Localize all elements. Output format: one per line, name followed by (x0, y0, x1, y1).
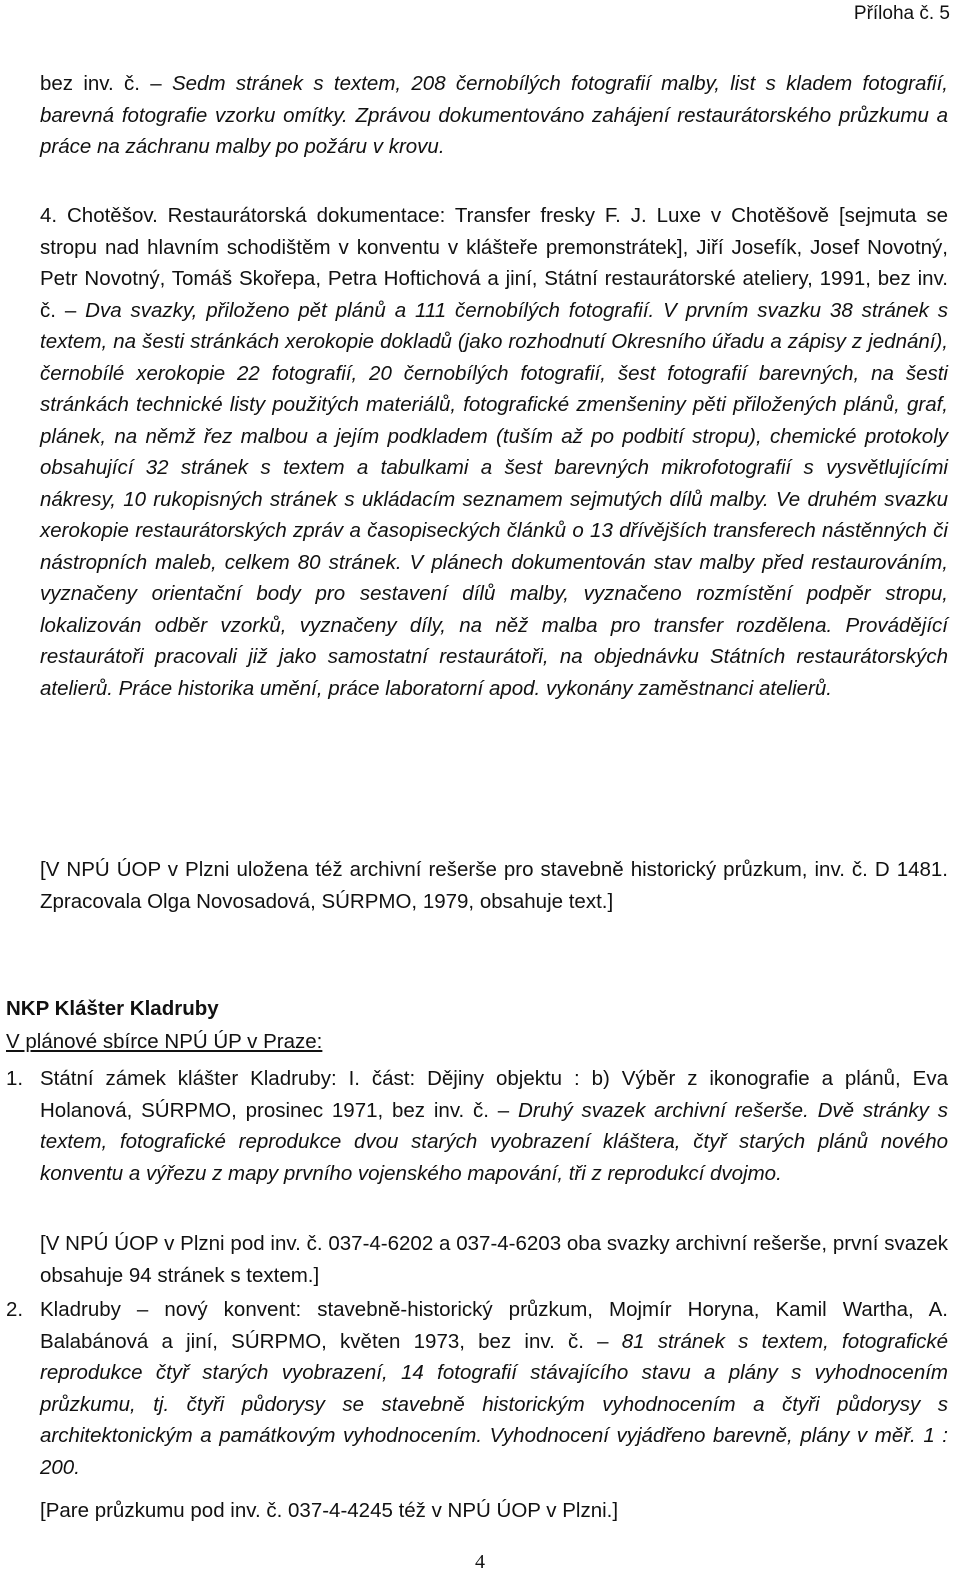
item-1-note-text: [V NPÚ ÚOP v Plzni pod inv. č. 037-4-6202 a 037-4-6203 oba svazky archivní rešerše, první svazek obsahuje 94 stránek s textem.] (40, 1232, 948, 1287)
item-1-description: Druhý svazek archivní rešerše. Dvě stránky s textem, fotografické reprodukce dvou starých vyobrazení kláštera, čtyř starých plánů nového konventu a výřezu z mapy prvního vojenského mapování, tři z reprodukcí dvojmo. (40, 1098, 948, 1185)
item-2-note-text: [Pare průzkumu pod inv. č. 037-4-4245 též v NPÚ ÚOP v Plzni.] (40, 1499, 619, 1522)
entry-4-note (40, 854, 948, 917)
entry-4-text (40, 200, 948, 704)
entry-3-description: Sedm stránek s textem, 208 černobílých fotografií malby, list s kladem fotografií, barevná fotografie vzorku omítky. Zprávou dokumentováno zahájení restaurátorského průzkumu a práce na záchranu malby po požáru v krovu. (40, 72, 948, 158)
entry-3-text (40, 68, 948, 163)
item-1-text (40, 1063, 948, 1189)
appendix-label: Příloha č. 5 (853, 3, 950, 24)
item-2-description: 81 stránek s textem, fotografické reprodukce čtyř starých vyobrazení, 14 fotografií stávajícího stavu a plány s vyhodnocením průzkumu, tj. čtyři půdorysy se stavebně historickým vyhodnocením a čtyři půdorysy s architektonickým a památkovým vyhodnocením. Vyhodnocení vyjádřeno barevně, plány v měř. 1 : 200. (40, 1329, 948, 1479)
entry-4-description: Dva svazky, přiloženo pět plánů a 111 černobílých fotografií. V prvním svazku 38 stránek s textem, na šesti stránkách xerokopie dokladů (jako rozhodnutí Okresního úřadu a zápisy z jednání), černobílé xerokopie 22 fotografií, 20 černobílých fotografií, šest fotografií barevných, na šesti stránkách technické listy použitých materiálů, fotografické zmenšeniny pěti přiložených plánů, graf, plánek, na němž řez malbou a jejím podkladem (tuším až po podbití stropu), chemické protokoly obsahující 32 stránek s textem a tabulkami a šest barevných mikrofotografií s vysvětlujícími nákresy, 10 rukopisných stránek s ukládacím seznamem sejmutých dílů malby. Ve druhém svazku xerokopie restaurátorských zpráv a časopiseckých článků o 13 dřívějších transferech nástěnných či nástropních maleb, celkem 80 stránek. V plánech dokumentován stav malby před restaurováním, vyznačeny orientační body pro sestavení dílů malby, vyznačeno rozmístění podpěr stropu, lokalizován odběr vzorků, vyznačeny díly, na něž malba pro transfer rozdělena. Provádějící restaurátoři pracovali již jako samostatní restaurátoři, na objednávku Státních restaurátorských atelierů. Práce historika umění, práce laboratorní apod. vykonány zaměstnanci atelierů. (40, 298, 948, 700)
item-2-number: 2. (6, 1298, 24, 1321)
item-1-number: 1. (6, 1067, 24, 1090)
item-1-meta: Státní zámek klášter Kladruby: I. část: Dějiny objektu : b) Výběr z ikonografie a plánů, Eva Holanová, SÚRPMO, prosinec 1971, bez inv. č. – (40, 1067, 948, 1122)
item-2-text (40, 1294, 948, 1483)
item-2-meta: Kladruby – nový konvent: stavebně-historický průzkum, Mojmír Horyna, Kamil Wartha, A. Balabánová a jiní, SÚRPMO, květen 1973, bez inv. č. – (40, 1298, 948, 1353)
section-subtitle: V plánové sbírce NPÚ ÚP v Praze: (6, 1030, 323, 1053)
section-title: NKP Klášter Kladruby (6, 997, 219, 1020)
item-2-note (40, 1495, 948, 1527)
entry-4-note-text: [V NPÚ ÚOP v Plzni uložena též archivní rešerše pro stavebně historický průzkum, inv. č. D 1481. Zpracovala Olga Novosadová, SÚRPMO, 1979, obsahuje text.] (40, 858, 948, 913)
entry-3-meta: bez inv. č. – (40, 72, 172, 95)
page-number: 4 (475, 1551, 485, 1573)
entry-4-meta: 4. Chotěšov. Restaurátorská dokumentace: Transfer fresky F. J. Luxe v Chotěšově [sejmuta se stropu nad hlavním schodištěm v konventu v klášteře premonstrátek], Jiří Josefík, Josef Novotný, Petr Novotný, Tomáš Skořepa, Petra Hoftichová a jiní, Státní restaurátorské ateliery, 1991, bez inv. č. – (40, 204, 948, 322)
item-1-note (40, 1228, 948, 1291)
